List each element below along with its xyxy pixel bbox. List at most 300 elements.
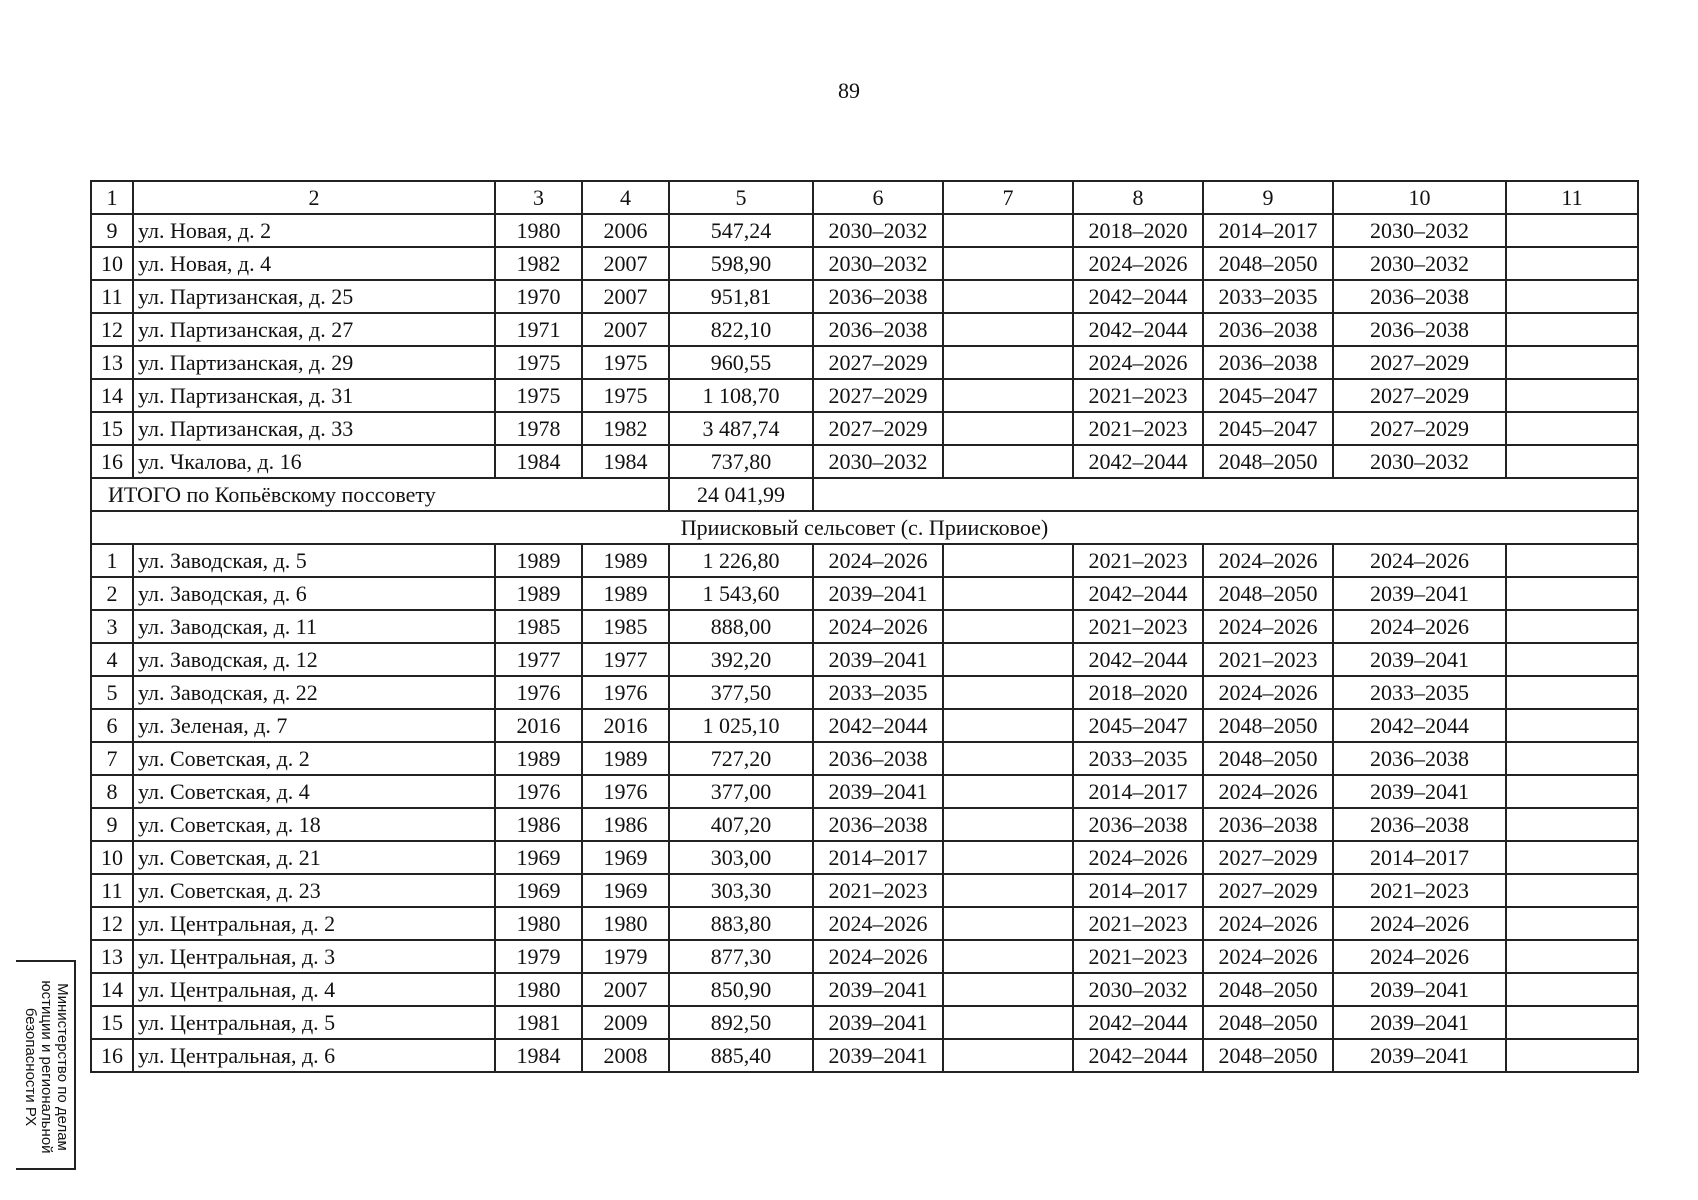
table-row xyxy=(91,973,1638,1006)
table-cell-col4: 1985 xyxy=(582,610,669,643)
table-cell-col3: 1979 xyxy=(495,940,582,973)
table-cell-col1: 4 xyxy=(91,643,133,676)
table-cell-col1: 7 xyxy=(91,742,133,775)
table-cell-col10: 2024–2026 xyxy=(1333,907,1506,940)
table-cell-col8: 2042–2044 xyxy=(1073,1039,1203,1072)
table-cell-col1: 1 xyxy=(91,181,133,214)
table-cell-col7 xyxy=(943,940,1073,973)
stamp-line: безопасности РХ xyxy=(22,1007,39,1127)
table-cell-col7 xyxy=(943,907,1073,940)
table-cell-col2: ул. Заводская, д. 5 xyxy=(133,544,495,577)
table-cell-col7 xyxy=(943,445,1073,478)
table-cell-col11 xyxy=(1506,907,1638,940)
table-cell-col8: 2033–2035 xyxy=(1073,742,1203,775)
table-cell-col7 xyxy=(943,841,1073,874)
table-cell-col7: 7 xyxy=(943,181,1073,214)
table-cell-col9: 2048–2050 xyxy=(1203,577,1333,610)
table-cell-col2: ул. Центральная, д. 6 xyxy=(133,1039,495,1072)
table-cell-col6: 2030–2032 xyxy=(813,445,943,478)
table-cell-col2: ул. Партизанская, д. 33 xyxy=(133,412,495,445)
table-cell-col1: 14 xyxy=(91,973,133,1006)
table-cell-col10: 2039–2041 xyxy=(1333,973,1506,1006)
table-cell-col7 xyxy=(943,379,1073,412)
table-cell-col1: 16 xyxy=(91,1039,133,1072)
register-table xyxy=(90,180,1639,1073)
table-cell-col9: 2045–2047 xyxy=(1203,379,1333,412)
table-cell-col2: ул. Советская, д. 2 xyxy=(133,742,495,775)
table-row xyxy=(91,610,1638,643)
table-cell-col9: 2036–2038 xyxy=(1203,346,1333,379)
table-cell-col3: 2016 xyxy=(495,709,582,742)
table-cell-col10: 2036–2038 xyxy=(1333,313,1506,346)
table-cell-col6: 2027–2029 xyxy=(813,346,943,379)
table-cell-col9: 2024–2026 xyxy=(1203,940,1333,973)
table-cell-col1: 8 xyxy=(91,775,133,808)
table-cell-col9: 2027–2029 xyxy=(1203,841,1333,874)
table-cell-col7 xyxy=(943,544,1073,577)
table-row xyxy=(91,742,1638,775)
table-cell-col11 xyxy=(1506,1006,1638,1039)
table-cell-col6: 2039–2041 xyxy=(813,1006,943,1039)
table-cell-col1: 11 xyxy=(91,874,133,907)
table-cell-col1: 2 xyxy=(91,577,133,610)
table-cell-col4: 2007 xyxy=(582,973,669,1006)
table-cell-col9: 2036–2038 xyxy=(1203,808,1333,841)
table-cell-col8: 2045–2047 xyxy=(1073,709,1203,742)
table-cell-col6: 2042–2044 xyxy=(813,709,943,742)
table-cell-col2: ул. Заводская, д. 6 xyxy=(133,577,495,610)
table-cell-col7 xyxy=(943,214,1073,247)
table-cell-col8: 2030–2032 xyxy=(1073,973,1203,1006)
table-cell-col6: 2036–2038 xyxy=(813,280,943,313)
table-cell-col3: 1977 xyxy=(495,643,582,676)
table-cell-col5: 727,20 xyxy=(669,742,813,775)
table-cell-col11: 11 xyxy=(1506,181,1638,214)
table-cell-col8: 2042–2044 xyxy=(1073,445,1203,478)
table-cell-col11 xyxy=(1506,643,1638,676)
table-cell-col6: 2039–2041 xyxy=(813,577,943,610)
table-cell-col10: 2039–2041 xyxy=(1333,1039,1506,1072)
table-cell-col10: 2030–2032 xyxy=(1333,445,1506,478)
table-cell-col2: 2 xyxy=(133,181,495,214)
table-cell-col1: 15 xyxy=(91,412,133,445)
stamp-text xyxy=(22,962,70,1172)
table-row xyxy=(91,940,1638,973)
table-cell-col3: 1976 xyxy=(495,775,582,808)
table-cell-col11 xyxy=(1506,808,1638,841)
table-cell-col5: 303,00 xyxy=(669,841,813,874)
table-cell-col11 xyxy=(1506,313,1638,346)
table-cell-col11 xyxy=(1506,841,1638,874)
table-cell-col8: 2021–2023 xyxy=(1073,610,1203,643)
table-cell-col4: 2006 xyxy=(582,214,669,247)
table-cell-col10: 2042–2044 xyxy=(1333,709,1506,742)
table-cell-col1: 15 xyxy=(91,1006,133,1039)
table-cell-col7 xyxy=(943,643,1073,676)
table-cell-col1: 9 xyxy=(91,808,133,841)
table-row xyxy=(91,544,1638,577)
table-cell-col1: 13 xyxy=(91,346,133,379)
table-cell-col11 xyxy=(1506,610,1638,643)
table-cell-col5: 822,10 xyxy=(669,313,813,346)
table-cell-col7 xyxy=(943,313,1073,346)
table-row xyxy=(91,874,1638,907)
table-cell-col9: 2024–2026 xyxy=(1203,610,1333,643)
table-row xyxy=(91,445,1638,478)
table-cell-col6: 2024–2026 xyxy=(813,610,943,643)
table-cell-col1: 12 xyxy=(91,313,133,346)
table-cell-col11 xyxy=(1506,709,1638,742)
table-cell-col5: 3 487,74 xyxy=(669,412,813,445)
table-cell-col7 xyxy=(943,808,1073,841)
table-cell-col10: 2039–2041 xyxy=(1333,577,1506,610)
table-cell-col1: 10 xyxy=(91,247,133,280)
table-cell-col9: 2024–2026 xyxy=(1203,676,1333,709)
table-cell-col8: 2024–2026 xyxy=(1073,346,1203,379)
table-cell-col4: 1979 xyxy=(582,940,669,973)
table-cell-col9: 2048–2050 xyxy=(1203,445,1333,478)
table-cell-col3: 1980 xyxy=(495,214,582,247)
table-cell-col1: 1 xyxy=(91,544,133,577)
table-row xyxy=(91,247,1638,280)
table-cell-col8: 8 xyxy=(1073,181,1203,214)
table-cell-col4: 2016 xyxy=(582,709,669,742)
table-cell-col1: 16 xyxy=(91,445,133,478)
table-cell-col5: 303,30 xyxy=(669,874,813,907)
table-cell-col7 xyxy=(943,280,1073,313)
table-cell-col3: 1975 xyxy=(495,346,582,379)
table-cell-col5: 1 543,60 xyxy=(669,577,813,610)
table-row xyxy=(91,412,1638,445)
table-cell-col9: 2024–2026 xyxy=(1203,775,1333,808)
table-cell-col4: 1969 xyxy=(582,841,669,874)
table-cell-col8: 2042–2044 xyxy=(1073,1006,1203,1039)
table-cell-col4: 1989 xyxy=(582,742,669,775)
table-cell-col9: 2048–2050 xyxy=(1203,1039,1333,1072)
table-row xyxy=(91,577,1638,610)
table-cell-col2: ул. Партизанская, д. 29 xyxy=(133,346,495,379)
table-cell-col6: 2036–2038 xyxy=(813,313,943,346)
table-cell-col9: 2021–2023 xyxy=(1203,643,1333,676)
table-cell-col9: 2048–2050 xyxy=(1203,247,1333,280)
table-cell-col5: 547,24 xyxy=(669,214,813,247)
page-number: 89 xyxy=(838,78,860,103)
table-cell-col10: 2033–2035 xyxy=(1333,676,1506,709)
table-cell-col4: 1980 xyxy=(582,907,669,940)
table-row xyxy=(91,313,1638,346)
table-cell-col7 xyxy=(943,742,1073,775)
table-cell-col9: 2048–2050 xyxy=(1203,742,1333,775)
table-cell-col9: 2027–2029 xyxy=(1203,874,1333,907)
table-cell-col6: 2036–2038 xyxy=(813,808,943,841)
table-cell-col10: 2036–2038 xyxy=(1333,742,1506,775)
table-cell-col10: 2039–2041 xyxy=(1333,775,1506,808)
table-cell-col4: 1982 xyxy=(582,412,669,445)
table-cell-col8: 2021–2023 xyxy=(1073,379,1203,412)
table-cell-col9: 2014–2017 xyxy=(1203,214,1333,247)
table-cell-col7 xyxy=(943,1006,1073,1039)
table-cell-col3: 1969 xyxy=(495,874,582,907)
table-cell-col7 xyxy=(943,973,1073,1006)
table-cell-col2: ул. Советская, д. 23 xyxy=(133,874,495,907)
table-cell-col7 xyxy=(943,412,1073,445)
table-cell-col1: 14 xyxy=(91,379,133,412)
table-cell-col3: 1975 xyxy=(495,379,582,412)
table-cell-col9: 2033–2035 xyxy=(1203,280,1333,313)
table-cell-col6: 2039–2041 xyxy=(813,643,943,676)
table-cell-col3: 1986 xyxy=(495,808,582,841)
table-cell-col4: 1976 xyxy=(582,775,669,808)
table-cell-col4: 1977 xyxy=(582,643,669,676)
table-cell-col11 xyxy=(1506,577,1638,610)
table-cell-col2: ул. Заводская, д. 12 xyxy=(133,643,495,676)
table-cell-col8: 2014–2017 xyxy=(1073,775,1203,808)
table-cell-col2: ул. Заводская, д. 22 xyxy=(133,676,495,709)
table-cell-col6: 2021–2023 xyxy=(813,874,943,907)
table-row xyxy=(91,709,1638,742)
table-cell-col1: 5 xyxy=(91,676,133,709)
total-label: ИТОГО по Копьёвскому поссовету xyxy=(91,478,669,511)
table-cell-col3: 1989 xyxy=(495,742,582,775)
table-cell-col5: 1 025,10 xyxy=(669,709,813,742)
table-cell-col3: 1984 xyxy=(495,1039,582,1072)
table-row xyxy=(91,1006,1638,1039)
table-cell-col9: 2036–2038 xyxy=(1203,313,1333,346)
table-cell-col2: ул. Чкалова, д. 16 xyxy=(133,445,495,478)
table-cell-col1: 12 xyxy=(91,907,133,940)
table-cell-col3: 3 xyxy=(495,181,582,214)
table-cell-col1: 9 xyxy=(91,214,133,247)
table-cell-col11 xyxy=(1506,940,1638,973)
table-cell-col10: 2024–2026 xyxy=(1333,544,1506,577)
table-body xyxy=(91,181,1638,1072)
table-cell-col3: 1982 xyxy=(495,247,582,280)
table-cell-col3: 1984 xyxy=(495,445,582,478)
table-cell-col1: 10 xyxy=(91,841,133,874)
table-cell-col4: 2007 xyxy=(582,247,669,280)
table-cell-col6: 2039–2041 xyxy=(813,973,943,1006)
table-cell-col11 xyxy=(1506,445,1638,478)
table-cell-col11 xyxy=(1506,1039,1638,1072)
table-cell-col10: 2030–2032 xyxy=(1333,214,1506,247)
table-cell-col7 xyxy=(943,346,1073,379)
table-cell-col8: 2021–2023 xyxy=(1073,544,1203,577)
table-row xyxy=(91,775,1638,808)
table-row xyxy=(91,1039,1638,1072)
table-cell-col6: 2030–2032 xyxy=(813,214,943,247)
table-cell-col9: 2024–2026 xyxy=(1203,544,1333,577)
table-cell-col5: 960,55 xyxy=(669,346,813,379)
table-cell-col4: 2007 xyxy=(582,280,669,313)
table-cell-col5: 377,00 xyxy=(669,775,813,808)
table-cell-col8: 2024–2026 xyxy=(1073,841,1203,874)
table-cell-col5: 392,20 xyxy=(669,643,813,676)
table-cell-col6: 2027–2029 xyxy=(813,412,943,445)
table-cell-col7 xyxy=(943,610,1073,643)
table-cell-col10: 2039–2041 xyxy=(1333,1006,1506,1039)
table-cell-col6: 2039–2041 xyxy=(813,1039,943,1072)
table-cell-col9: 2024–2026 xyxy=(1203,907,1333,940)
table-cell-col2: ул. Центральная, д. 2 xyxy=(133,907,495,940)
table-cell-col3: 1978 xyxy=(495,412,582,445)
ministry-stamp xyxy=(16,960,76,1170)
table-cell-col5: 1 226,80 xyxy=(669,544,813,577)
table-cell-col11 xyxy=(1506,676,1638,709)
table-cell-col10: 2030–2032 xyxy=(1333,247,1506,280)
table-cell-col5: 883,80 xyxy=(669,907,813,940)
header-row xyxy=(91,181,1638,214)
table-cell-col4: 1989 xyxy=(582,577,669,610)
table-cell-col2: ул. Новая, д. 2 xyxy=(133,214,495,247)
table-cell-col10: 2024–2026 xyxy=(1333,940,1506,973)
table-cell-col10: 2036–2038 xyxy=(1333,808,1506,841)
table-row xyxy=(91,808,1638,841)
stamp-line: юстиции и региональной xyxy=(38,980,55,1154)
table-cell-col4: 1986 xyxy=(582,808,669,841)
table-cell-col5: 951,81 xyxy=(669,280,813,313)
table-cell-col4: 2009 xyxy=(582,1006,669,1039)
table-cell-col10: 2014–2017 xyxy=(1333,841,1506,874)
table-row xyxy=(91,346,1638,379)
table-cell-col7 xyxy=(943,1039,1073,1072)
table-cell-col3: 1980 xyxy=(495,907,582,940)
total-row xyxy=(91,478,1638,511)
section-title: Приисковый сельсовет (с. Приисковое) xyxy=(91,511,1638,544)
table-cell-col4: 2008 xyxy=(582,1039,669,1072)
table-cell-col6: 2024–2026 xyxy=(813,907,943,940)
table-cell-col1: 11 xyxy=(91,280,133,313)
table-cell-col11 xyxy=(1506,280,1638,313)
table-cell-col6: 2033–2035 xyxy=(813,676,943,709)
table-cell-col4: 2007 xyxy=(582,313,669,346)
table-cell-col4: 1984 xyxy=(582,445,669,478)
table-cell-col11 xyxy=(1506,874,1638,907)
table-cell-col2: ул. Партизанская, д. 25 xyxy=(133,280,495,313)
table-cell-col5: 5 xyxy=(669,181,813,214)
table-cell-col4: 1975 xyxy=(582,379,669,412)
table-cell-col2: ул. Зеленая, д. 7 xyxy=(133,709,495,742)
table-cell-col4: 1975 xyxy=(582,346,669,379)
table-cell-col11 xyxy=(1506,214,1638,247)
table-cell-col5: 1 108,70 xyxy=(669,379,813,412)
table-cell-col1: 3 xyxy=(91,610,133,643)
table-cell-col5: 850,90 xyxy=(669,973,813,1006)
table-cell-col3: 1969 xyxy=(495,841,582,874)
table-cell-col11 xyxy=(1506,346,1638,379)
table-cell-col7 xyxy=(943,709,1073,742)
table-cell-col2: ул. Советская, д. 18 xyxy=(133,808,495,841)
table-cell-col2: ул. Партизанская, д. 27 xyxy=(133,313,495,346)
table-cell-col6: 2014–2017 xyxy=(813,841,943,874)
table-cell-col3: 1971 xyxy=(495,313,582,346)
table-cell-col8: 2018–2020 xyxy=(1073,214,1203,247)
table-cell-col11 xyxy=(1506,379,1638,412)
table-cell-col11 xyxy=(1506,412,1638,445)
table-row xyxy=(91,379,1638,412)
table-cell-col6: 6 xyxy=(813,181,943,214)
table-cell-col7 xyxy=(943,775,1073,808)
table-cell-col7 xyxy=(943,247,1073,280)
table-cell-col6: 2027–2029 xyxy=(813,379,943,412)
table-row xyxy=(91,214,1638,247)
table-cell-col8: 2021–2023 xyxy=(1073,940,1203,973)
table-cell-col4: 1976 xyxy=(582,676,669,709)
table-cell-col11 xyxy=(1506,775,1638,808)
table-cell-col5: 888,00 xyxy=(669,610,813,643)
stamp-line: Министерство по делам xyxy=(54,983,71,1151)
table-cell-col10: 2021–2023 xyxy=(1333,874,1506,907)
table-cell-col6: 2036–2038 xyxy=(813,742,943,775)
table-cell-col9: 9 xyxy=(1203,181,1333,214)
table-cell-col10: 2039–2041 xyxy=(1333,643,1506,676)
table-cell-col2: ул. Партизанская, д. 31 xyxy=(133,379,495,412)
table-cell-col2: ул. Советская, д. 4 xyxy=(133,775,495,808)
table-cell-col5: 598,90 xyxy=(669,247,813,280)
table-cell-col3: 1989 xyxy=(495,544,582,577)
table-cell-col5: 737,80 xyxy=(669,445,813,478)
table-cell-col8: 2018–2020 xyxy=(1073,676,1203,709)
table-cell-col1: 13 xyxy=(91,940,133,973)
table-cell-col5: 885,40 xyxy=(669,1039,813,1072)
table-cell-col2: ул. Центральная, д. 5 xyxy=(133,1006,495,1039)
table-cell-col6: 2024–2026 xyxy=(813,940,943,973)
table-cell-col10: 2027–2029 xyxy=(1333,412,1506,445)
table-row xyxy=(91,841,1638,874)
table-cell-col2: ул. Советская, д. 21 xyxy=(133,841,495,874)
table-cell-col5: 892,50 xyxy=(669,1006,813,1039)
table-cell-col3: 1980 xyxy=(495,973,582,1006)
table-cell-col5: 877,30 xyxy=(669,940,813,973)
table-cell-col10: 2027–2029 xyxy=(1333,379,1506,412)
table-cell-col8: 2042–2044 xyxy=(1073,643,1203,676)
table-cell-col5: 377,50 xyxy=(669,676,813,709)
table-cell-col6: 2024–2026 xyxy=(813,544,943,577)
table-cell-col4: 1989 xyxy=(582,544,669,577)
table-cell-col3: 1989 xyxy=(495,577,582,610)
table-cell-col11 xyxy=(1506,973,1638,1006)
table-row xyxy=(91,907,1638,940)
table-cell-col11 xyxy=(1506,742,1638,775)
table-cell-col1: 6 xyxy=(91,709,133,742)
table-cell-col8: 2036–2038 xyxy=(1073,808,1203,841)
table-cell-col2: ул. Центральная, д. 3 xyxy=(133,940,495,973)
table-cell-col11 xyxy=(1506,544,1638,577)
table-cell-col6: 2039–2041 xyxy=(813,775,943,808)
total-value: 24 041,99 xyxy=(669,478,813,511)
table-cell-col8: 2024–2026 xyxy=(1073,247,1203,280)
table-cell-col8: 2021–2023 xyxy=(1073,412,1203,445)
table-cell-col7 xyxy=(943,874,1073,907)
table-cell-col6: 2030–2032 xyxy=(813,247,943,280)
table-cell-col9: 2048–2050 xyxy=(1203,1006,1333,1039)
table-cell-col10: 2024–2026 xyxy=(1333,610,1506,643)
table-cell-col3: 1976 xyxy=(495,676,582,709)
table-cell-col9: 2048–2050 xyxy=(1203,709,1333,742)
section-row xyxy=(91,511,1638,544)
table-cell-col9: 2048–2050 xyxy=(1203,973,1333,1006)
table-cell-col10: 2027–2029 xyxy=(1333,346,1506,379)
table-cell-col3: 1970 xyxy=(495,280,582,313)
table-cell-col10: 2036–2038 xyxy=(1333,280,1506,313)
table-cell-col4: 1969 xyxy=(582,874,669,907)
table-row xyxy=(91,280,1638,313)
table-cell-col9: 2045–2047 xyxy=(1203,412,1333,445)
table-cell-col2: ул. Центральная, д. 4 xyxy=(133,973,495,1006)
table-cell-col8: 2042–2044 xyxy=(1073,280,1203,313)
table-cell-col10: 10 xyxy=(1333,181,1506,214)
total-empty-cell xyxy=(813,478,1638,511)
table-cell-col8: 2021–2023 xyxy=(1073,907,1203,940)
